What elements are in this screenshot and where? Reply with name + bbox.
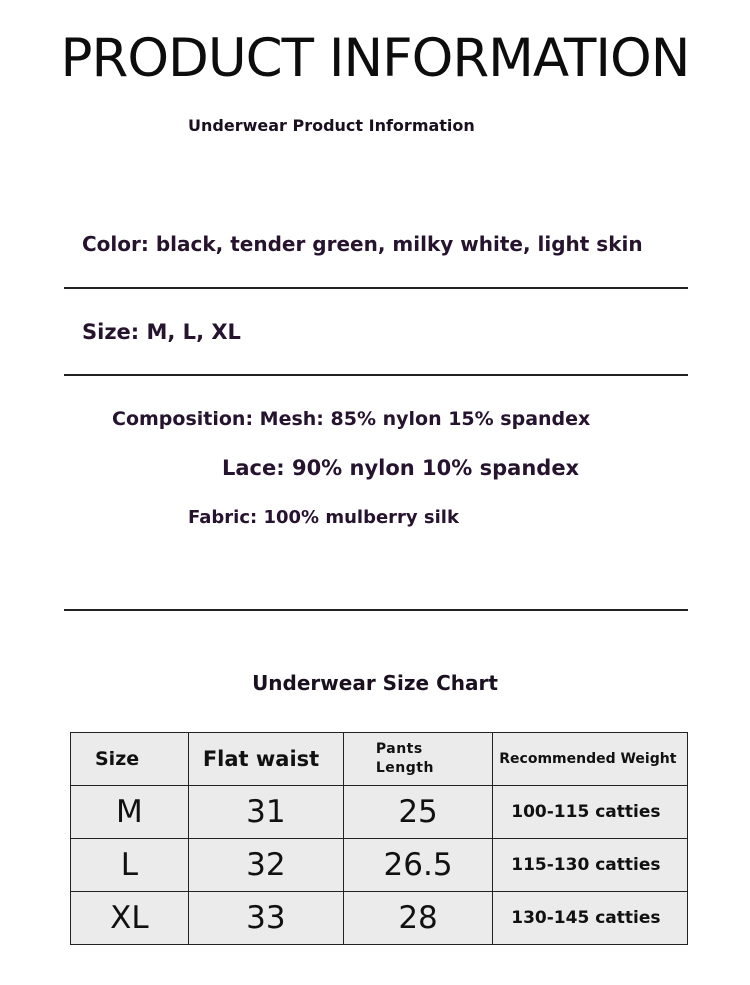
table-row xyxy=(71,786,688,839)
cell-waist: 33 xyxy=(188,892,343,945)
divider xyxy=(64,609,688,611)
cell-size: M xyxy=(71,786,189,839)
header-size: Size xyxy=(71,733,189,786)
cell-waist: 32 xyxy=(188,839,343,892)
size-info: Size: M, L, XL xyxy=(82,320,241,344)
composition-mesh: Composition: Mesh: 85% nylon 15% spandex xyxy=(112,408,591,430)
cell-length: 25 xyxy=(343,786,492,839)
header-recommended-weight: Recommended Weight xyxy=(493,733,688,786)
header-pants-length xyxy=(343,733,492,786)
composition-lace: Lace: 90% nylon 10% spandex xyxy=(222,456,580,480)
size-chart-title: Underwear Size Chart xyxy=(252,671,498,695)
header-pants-length-text: Pants Length xyxy=(375,741,434,776)
size-chart-table xyxy=(70,732,688,945)
color-info: Color: black, tender green, milky white, light skin xyxy=(82,232,643,256)
table-row xyxy=(71,839,688,892)
cell-length: 28 xyxy=(343,892,492,945)
header-flat-waist: Flat waist xyxy=(188,733,343,786)
divider xyxy=(64,287,688,289)
composition-fabric: Fabric: 100% mulberry silk xyxy=(188,507,459,528)
cell-waist: 31 xyxy=(188,786,343,839)
cell-weight: 130-145 catties xyxy=(493,892,688,945)
table-header-row xyxy=(71,733,688,786)
cell-weight: 100-115 catties xyxy=(493,786,688,839)
subtitle: Underwear Product Information xyxy=(188,116,475,135)
table-row xyxy=(71,892,688,945)
cell-size: XL xyxy=(71,892,189,945)
page-title: PRODUCT INFORMATION xyxy=(60,28,690,89)
cell-weight: 115-130 catties xyxy=(493,839,688,892)
divider xyxy=(64,374,688,376)
cell-length: 26.5 xyxy=(343,839,492,892)
cell-size: L xyxy=(71,839,189,892)
